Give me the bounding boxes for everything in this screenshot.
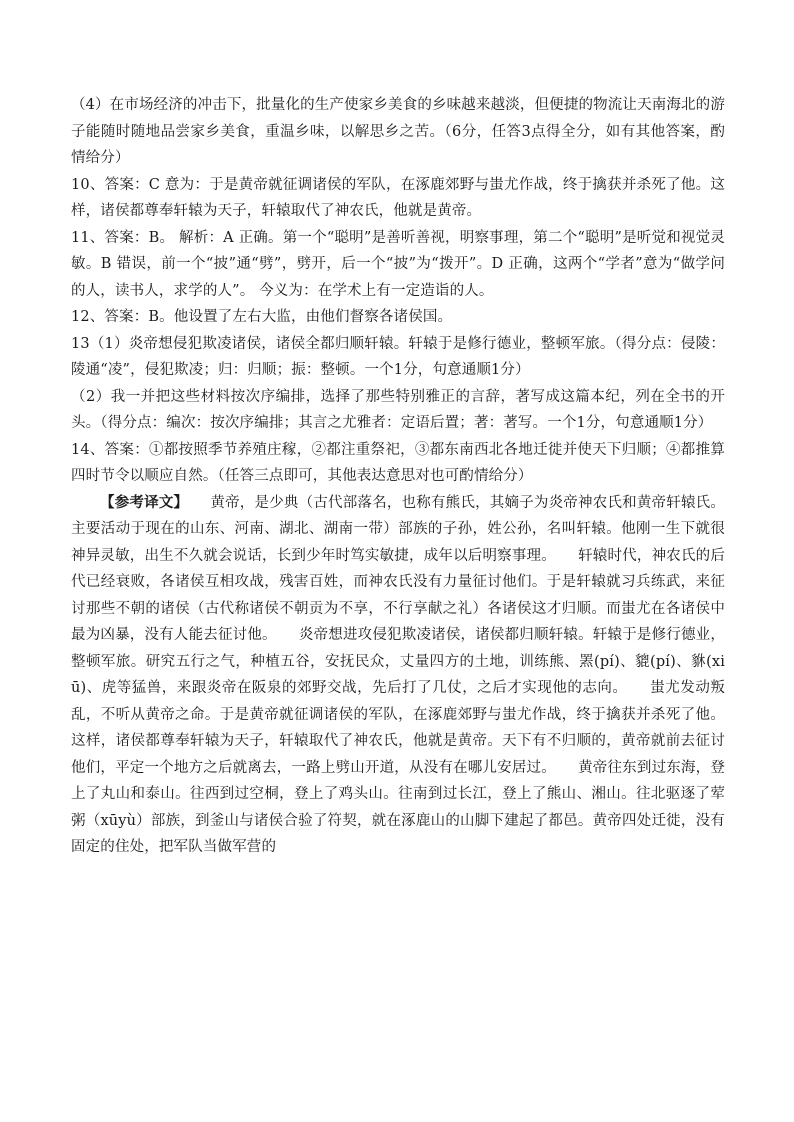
answer-key-content <box>71 92 725 861</box>
answer-10: 10、答案：C 意为：于是黄帝就征调诸侯的军队，在涿鹿郊野与蚩尤作战，终于擒获并杀死了他。这样，诸侯都尊奉轩辕为天子，轩辕取代了神农氏，他就是黄帝。 <box>71 176 725 219</box>
answer-9-part-4: （4）在市场经济的冲击下，批量化的生产使家乡美食的乡味越来越淡，但便捷的物流让天南海北的游子能随时随地品尝家乡美食，重温乡味，以解思乡之苦。（6分，任答3点得全分，如有其他答案，酌情给分） <box>71 97 725 166</box>
answer-11: 11、答案：B。 解析：A 正确。第一个“聪明”是善听善视，明察事理，第二个“聪明”是听觉和视觉灵敏。B 错误，前一个“披”通“劈”，劈开，后一个“披”为“拨开”。D 正确，这两个“学者”意为“做学问的人，读书人，求学的人”。 今义为：在学术上有一定造诣的人。 <box>71 229 725 299</box>
answer-14: 14、答案：①都按照季节养殖庄稼，②都注重祭祀，③都东南西北各地迁徙并使天下归顺；④都推算四时节令以顺应自然。（任答三点即可，其他表达意思对也可酌情给分） <box>71 441 725 484</box>
answer-12: 12、答案：B。他设置了左右大监，由他们督察各诸侯国。 <box>71 309 453 325</box>
answer-13-part-1: 13（1）炎帝想侵犯欺凌诸侯，诸侯全都归顺轩辕。轩辕于是修行德业，整顿军旅。（得分点：侵陵：陵通“凌”，侵犯欺凌；归：归顺；振：整顿。一个1分，句意通顺1分） <box>71 335 725 378</box>
reference-translation-body: 黄帝，是少典（古代部落名，也称有熊氏，其嫡子为炎帝神农氏和黄帝轩辕氏。主要活动于现在的山东、河南、湖北、湖南一带）部族的子孙，姓公孙，名叫轩辕。他刚一生下就很神异灵敏，出生不久就会说话，长到少年时笃实敏捷，成年以后明察事理。 轩辕时代，神农氏的后代已经衰败，各诸侯互相攻战，残害百姓，而神农氏没有力量征讨他们。于是轩辕就习兵练武，来征讨那些不朝的诸侯（古代称诸侯不朝贡为不享，不行享献之礼）各诸侯这才归顺。而蚩尤在各诸侯中最为凶暴，没有人能去征讨他。 炎帝想进攻侵犯欺凌诸侯，诸侯都归顺轩辕。轩辕于是修行德业，整顿军旅。研究五行之气，种植五谷，安抚民众，丈量四方的土地，训练熊、罴(pí)、貔(pí)、貅(xiū)、虎等猛兽，来跟炎帝在阪泉的郊野交战，先后打了几仗，之后才实现他的志向。 蚩尤发动叛乱，不听从黄帝之命。于是黄帝就征调诸侯的军队，在涿鹿郊野与蚩尤作战，终于擒获并杀死了他。这样，诸侯都尊奉轩辕为天子，轩辕取代了神农氏，他就是黄帝。天下有不归顺的，黄帝就前去征讨他们，平定一个地方之后就离去，一路上劈山开道，从没有在哪儿安居过。 黄帝往东到过东海，登上了丸山和泰山。往西到过空桐，登上了鸡头山。往南到过长江，登上了熊山、湘山。往北驱逐了荤粥（xūyù）部族，到釜山与诸侯合验了符契，就在涿鹿山的山脚下建起了都邑。黄帝四处迁徙，没有固定的住处，把军队当做军营的 <box>71 494 725 855</box>
reference-translation <box>71 490 725 861</box>
reference-translation-title: 【参考译文】 <box>100 493 181 511</box>
answer-13-part-2: （2）我一并把这些材料按次序编排，选择了那些特别雅正的言辞，著写成这篇本纪，列在全书的开头。（得分点：编次：按次序编排；其言之尤雅者：定语后置；著：著写。一个1分，句意通顺1分） <box>71 388 725 431</box>
